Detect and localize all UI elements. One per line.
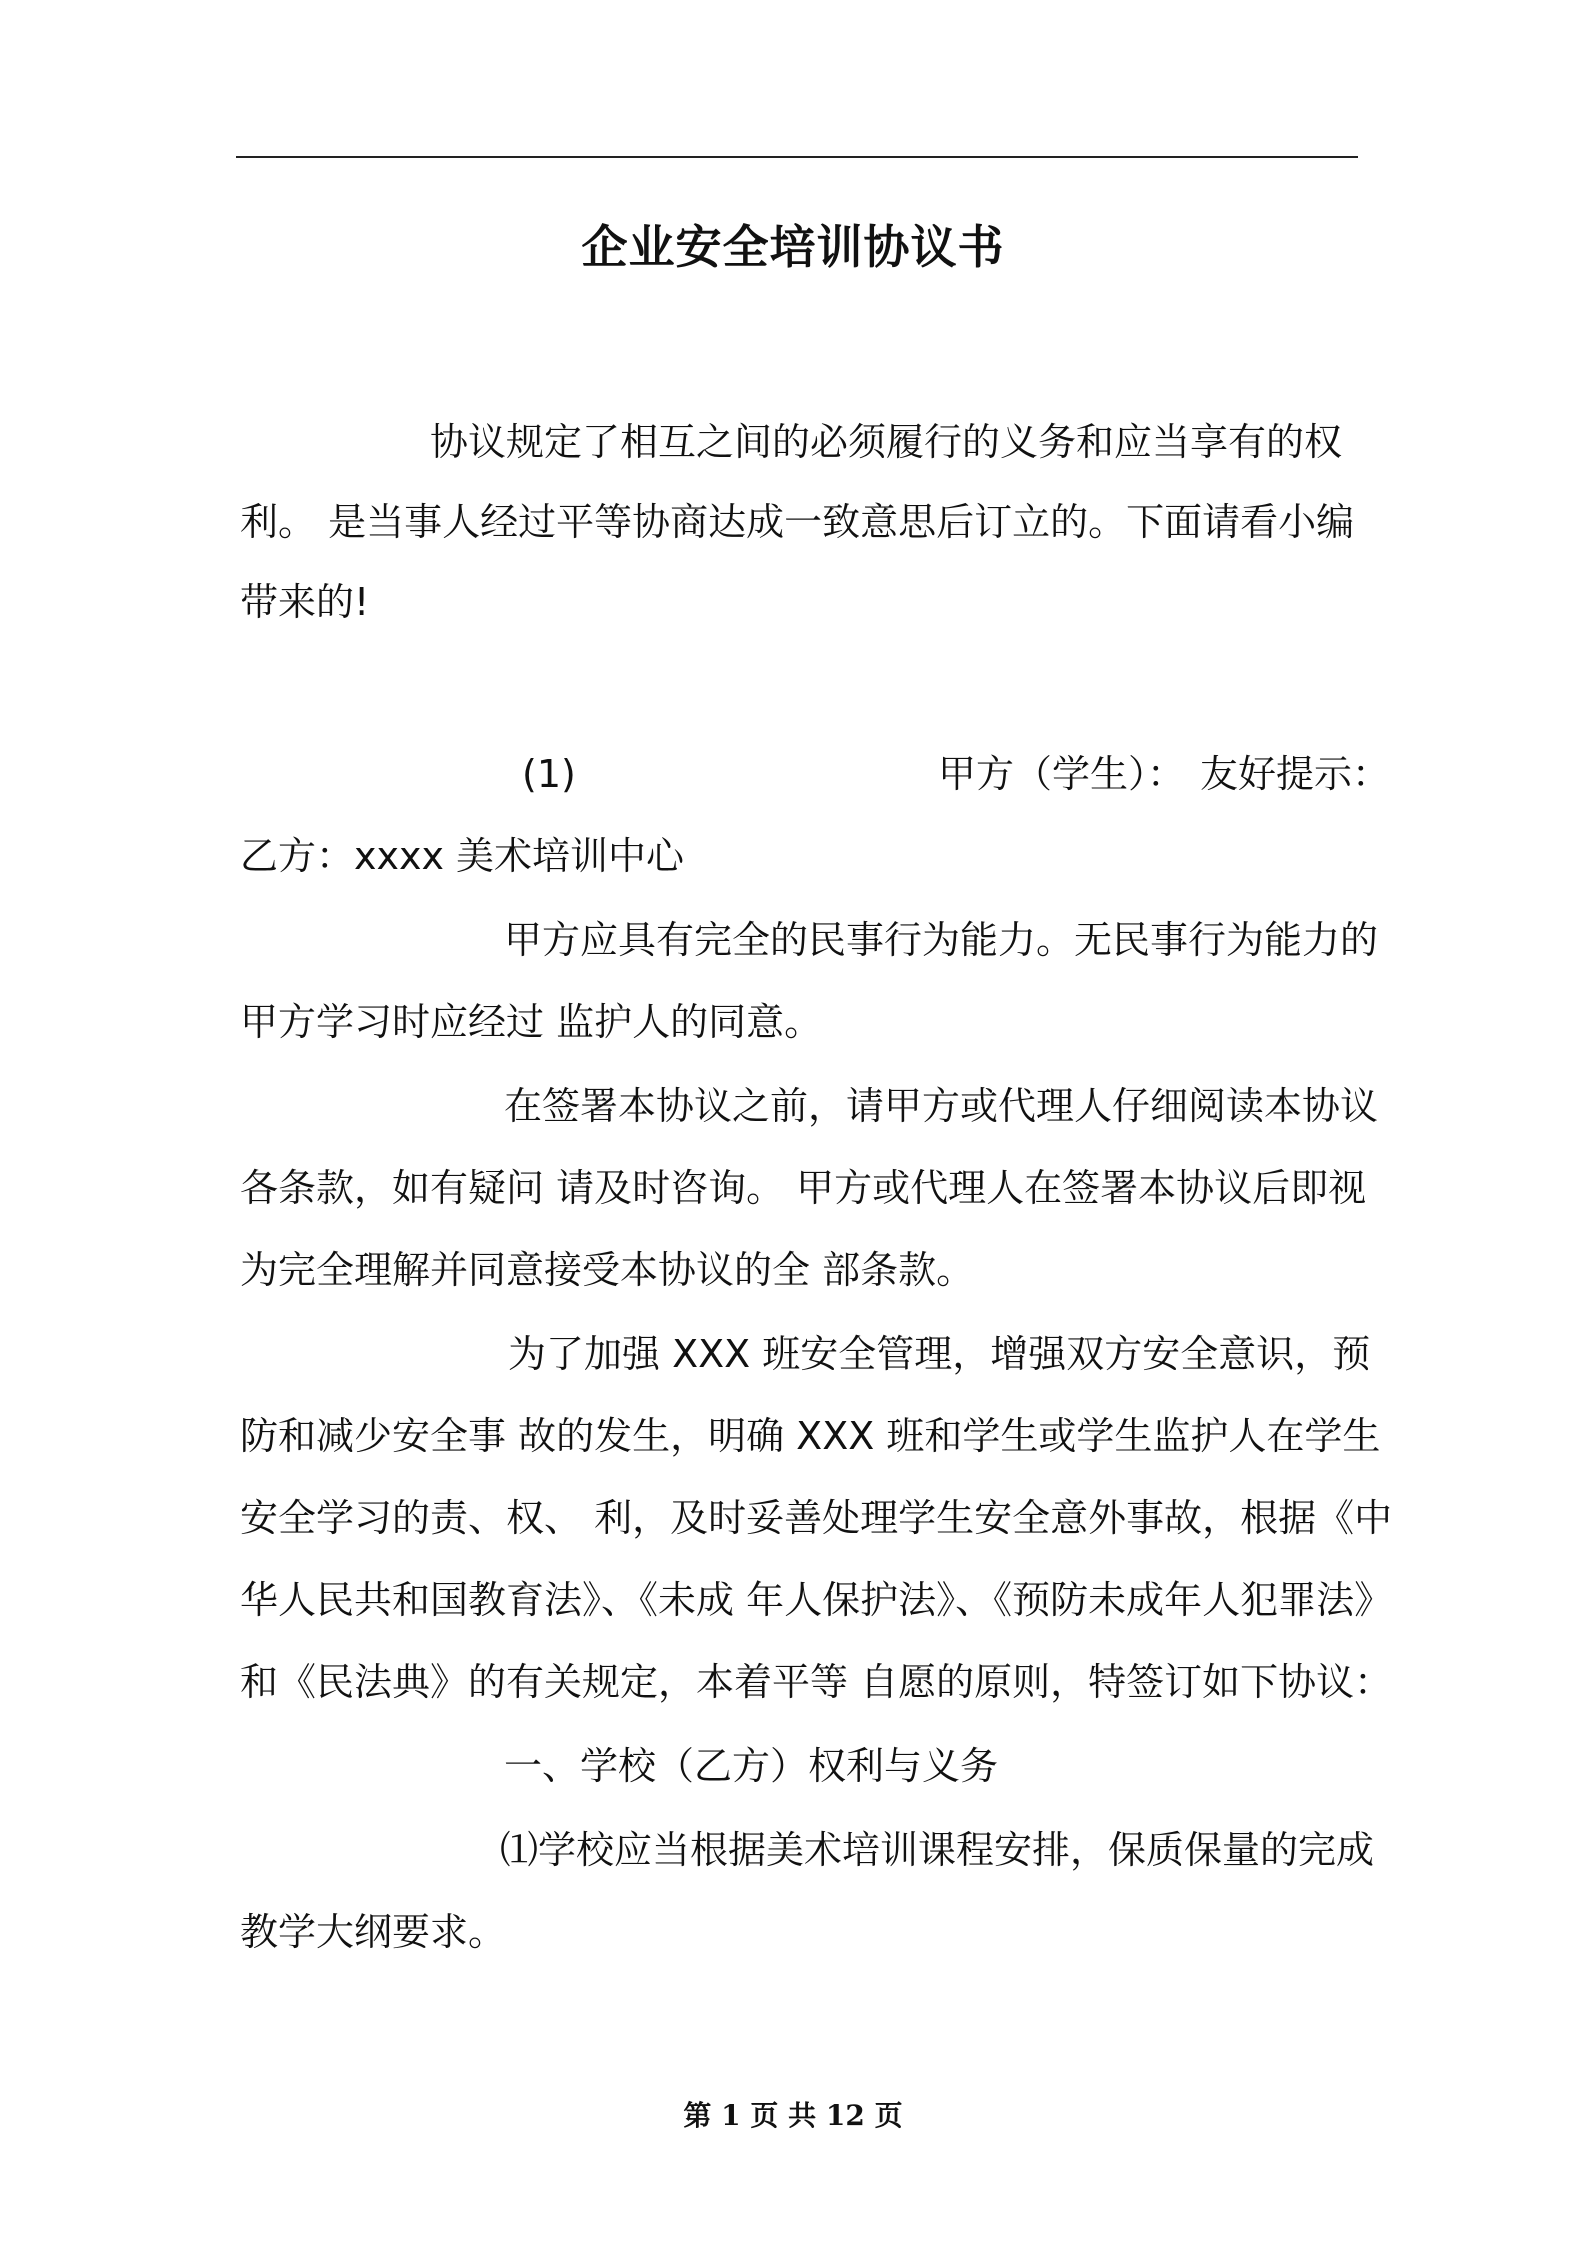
party-a-label: 甲方（学生）： bbox=[938, 752, 1186, 796]
para2-line-3: 为完全理解并同意接受本协议的全 部条款。 bbox=[240, 1248, 975, 1292]
para3-line-3: 安全学习的责、权、 利，及时妥善处理学生安全意外事故，根据《中 bbox=[240, 1496, 1393, 1540]
para2-line-1: 在签署本协议之前，请甲方或代理人仔细阅读本协议 bbox=[504, 1084, 1379, 1128]
friendly-tip: 友好提示： bbox=[1200, 752, 1391, 796]
intro-line-1: 协议规定了相互之间的必须履行的义务和应当享有的权 bbox=[430, 420, 1343, 464]
item1-line-2: 教学大纲要求。 bbox=[240, 1910, 507, 1954]
para2-line-2: 各条款，如有疑问 请及时咨询。 甲方或代理人在签署本协议后即视 bbox=[240, 1166, 1367, 1210]
para3-line-4: 华人民共和国教育法》、《未成 年人保护法》、《预防未成年人犯罪法》 bbox=[240, 1578, 1393, 1622]
header-rule bbox=[236, 156, 1358, 158]
para3-line-1: 为了加强 XXX 班安全管理，增强双方安全意识，预 bbox=[508, 1332, 1371, 1376]
party-number: (1) bbox=[522, 752, 576, 796]
section1-heading: 一、学校（乙方）权利与义务 bbox=[504, 1744, 999, 1788]
page-footer: 第 1 页 共 12 页 bbox=[683, 2099, 903, 2132]
intro-line-3: 带来的! bbox=[240, 580, 370, 624]
para1-line-1: 甲方应具有完全的民事行为能力。无民事行为能力的 bbox=[504, 918, 1379, 962]
party-b-label: 乙方：xxxx 美术培训中心 bbox=[240, 834, 685, 878]
item1-line-1: ⑴学校应当根据美术培训课程安排，保质保量的完成 bbox=[500, 1828, 1375, 1872]
para3-line-5: 和《民法典》的有关规定，本着平等 自愿的原则，特签订如下协议： bbox=[240, 1660, 1393, 1704]
para1-line-2: 甲方学习时应经过 监护人的同意。 bbox=[240, 1000, 823, 1044]
document-title: 企业安全培训协议书 bbox=[581, 220, 1005, 274]
para3-line-2: 防和减少安全事 故的发生，明确 XXX 班和学生或学生监护人在学生 bbox=[240, 1414, 1381, 1458]
intro-line-2: 利。 是当事人经过平等协商达成一致意思后订立的。下面请看小编 bbox=[240, 500, 1355, 544]
